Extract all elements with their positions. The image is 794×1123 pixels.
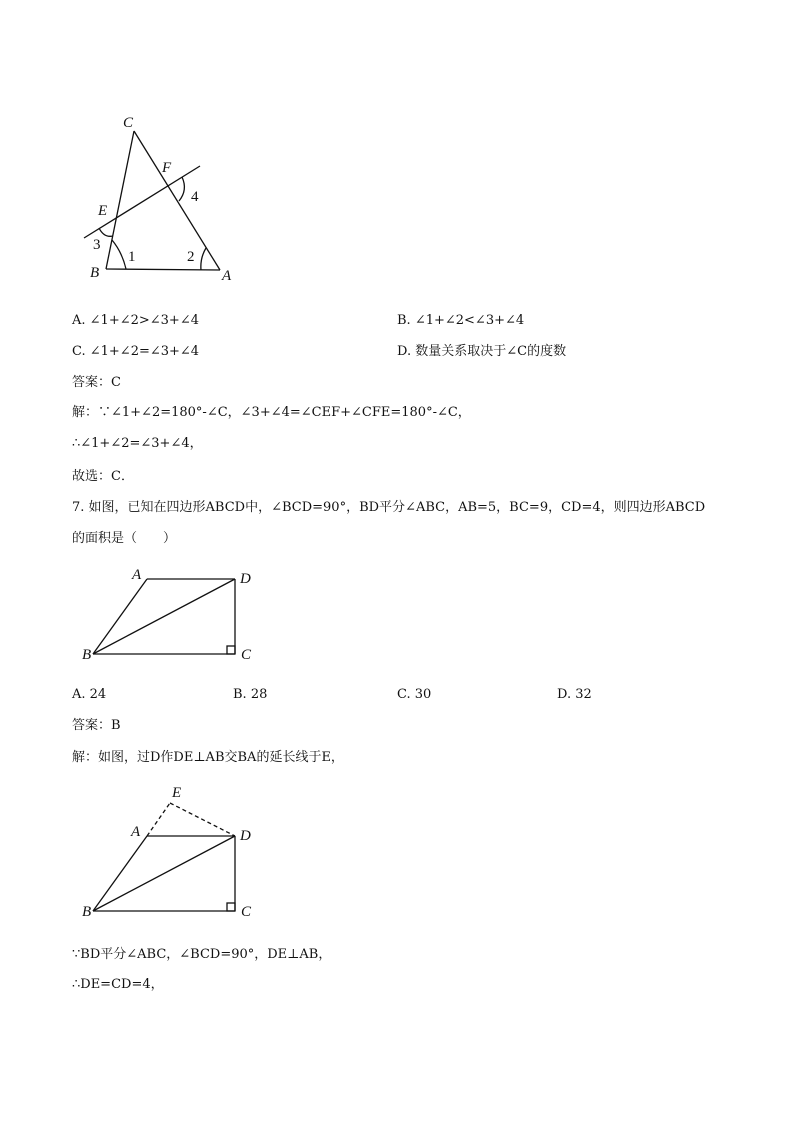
- angle-3-arc: [99, 228, 113, 236]
- label-c: C: [241, 904, 252, 920]
- label-b: B: [82, 647, 92, 663]
- q7-stem-line-2: 的面积是（ ）: [72, 531, 177, 546]
- q7-option-c: C. 30: [397, 687, 432, 702]
- angle-4-arc: [179, 177, 184, 201]
- segment-ed-dashed: [170, 803, 235, 836]
- label-e: E: [172, 785, 182, 801]
- q7-solution-line-1: 解：如图，过D作DE⊥AB交BA的延长线于E，: [72, 750, 344, 765]
- label-angle-3: 3: [93, 237, 101, 253]
- q7-answer: 答案：B: [72, 718, 121, 733]
- q7-option-a: A. 24: [72, 687, 107, 702]
- angle-2-arc: [201, 248, 206, 270]
- right-angle-mark: [227, 903, 235, 911]
- segment-bd: [93, 836, 235, 911]
- q6-option-b: B. ∠1+∠2<∠3+∠4: [397, 313, 525, 328]
- q6-solution-line-1: 解：∵∠1+∠2=180°-∠C，∠3+∠4=∠CEF+∠CFE=180°-∠C，: [72, 405, 471, 420]
- label-c: C: [241, 647, 252, 663]
- label-angle-2: 2: [187, 249, 195, 265]
- angle-1-arc: [112, 240, 126, 269]
- q6-solution-line-3: 故选：C．: [72, 469, 134, 484]
- label-d: D: [240, 571, 251, 587]
- q7-option-b: B. 28: [233, 687, 268, 702]
- label-angle-4: 4: [191, 189, 199, 205]
- label-e: E: [98, 203, 108, 219]
- label-f: F: [162, 160, 172, 176]
- label-a: A: [132, 567, 142, 583]
- q7-solution-line-3: ∴DE=CD=4，: [72, 977, 164, 992]
- q6-option-a: A. ∠1+∠2>∠3+∠4: [72, 313, 199, 328]
- figure-triangle-cef: [0, 0, 794, 300]
- q6-answer: 答案：C: [72, 375, 121, 390]
- segment-bd: [93, 579, 235, 654]
- q6-option-d: D. 数量关系取决于∠C的度数: [397, 344, 567, 359]
- right-angle-mark: [227, 646, 235, 654]
- q6-solution-line-2: ∴∠1+∠2=∠3+∠4，: [72, 436, 203, 451]
- figure-quadrilateral-abcd: [0, 560, 794, 670]
- q7-option-d: D. 32: [557, 687, 592, 702]
- segment-ba: [106, 269, 220, 270]
- label-a: A: [131, 824, 141, 840]
- q7-stem-line-1: 7. 如图，已知在四边形ABCD中，∠BCD=90°，BD平分∠ABC，AB=5，BC=9，CD=4，则四边形ABCD: [72, 500, 706, 515]
- q6-option-c: C. ∠1+∠2=∠3+∠4: [72, 344, 200, 359]
- segment-ae-dashed: [147, 803, 170, 836]
- segment-ab: [93, 836, 147, 911]
- label-b: B: [82, 904, 92, 920]
- label-b: B: [90, 265, 100, 281]
- label-d: D: [240, 828, 251, 844]
- segment-ab: [93, 579, 147, 654]
- label-a: A: [222, 268, 232, 284]
- figure-quadrilateral-with-e: [0, 780, 794, 920]
- label-c: C: [123, 115, 134, 131]
- segment-ca: [134, 131, 220, 270]
- q7-solution-line-2: ∵BD平分∠ABC，∠BCD=90°，DE⊥AB，: [72, 947, 332, 962]
- label-angle-1: 1: [128, 249, 136, 265]
